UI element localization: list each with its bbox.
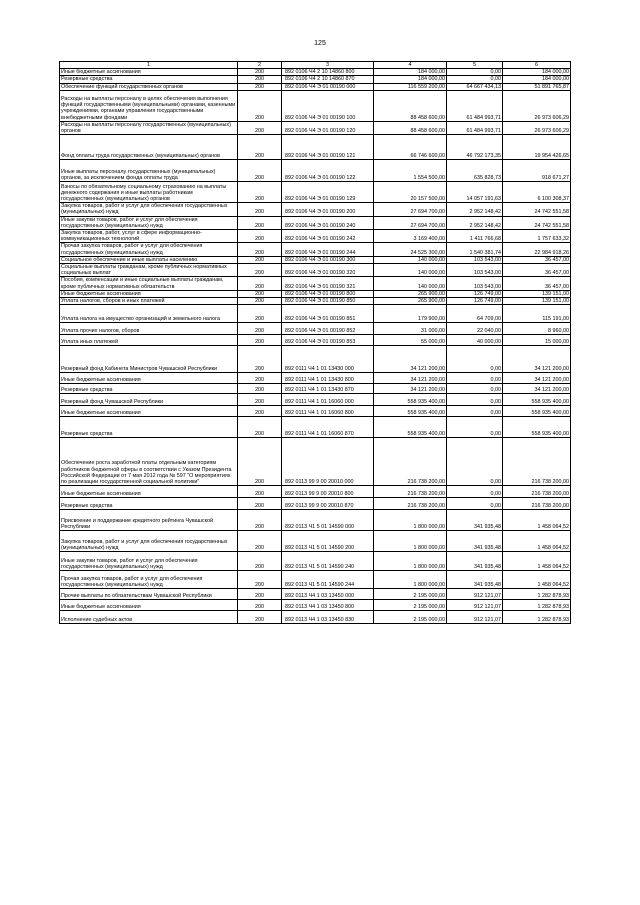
line-code: 200 [238,121,282,134]
approved-amount: 179 900,00 [374,305,447,323]
line-item-name: Резервные средства [60,76,238,83]
line-code: 200 [238,510,282,531]
line-item-name: Уплата иных платежей [60,335,238,346]
line-code: 200 [238,69,282,76]
approved-amount: 558 935 400,00 [374,394,447,406]
line-code: 200 [238,230,282,243]
table-row [60,90,571,121]
line-item-name: Резервный фонд Кабинета Министров Чувашской Республики [60,346,238,373]
unexecuted-amount: 1 757 633,32 [503,230,571,243]
line-item-name: Исполнение судебных актов [60,611,238,624]
budget-classification-code: 892 0106 Ч4 Э 01 00190 122 [282,160,374,182]
budget-classification-code: 892 0111 Ч4 1 01 16060 870 [282,417,374,438]
unexecuted-amount: 216 738 200,00 [503,486,571,498]
unexecuted-amount: 1 282 878,93 [503,589,571,600]
line-item-name: Иные выплаты персоналу государственных (муниципальных) органов, за исключением фонда оплаты труда [60,160,238,182]
line-code: 200 [238,571,282,589]
executed-amount: 103 543,00 [447,264,503,277]
page-number: 125 [314,40,326,47]
unexecuted-amount: 24 742 551,58 [503,203,571,216]
executed-amount: 341 935,48 [447,571,503,589]
budget-classification-code: 892 0106 Ч4 Э 01 00190 853 [282,335,374,346]
approved-amount: 27 694 700,00 [374,216,447,229]
header-row [60,62,571,69]
unexecuted-amount: 22 984 918,26 [503,243,571,256]
table-row [60,346,571,373]
table-row [60,498,571,510]
executed-amount: 64 709,00 [447,305,503,323]
unexecuted-amount: 1 458 064,52 [503,510,571,531]
line-code: 200 [238,498,282,510]
executed-amount: 0,00 [447,346,503,373]
unexecuted-amount: 6 100 308,37 [503,182,571,203]
unexecuted-amount: 19 954 426,65 [503,135,571,160]
executed-amount: 912 121,07 [447,600,503,611]
approved-amount: 34 121 200,00 [374,346,447,373]
approved-amount: 1 800 000,00 [374,571,447,589]
line-code: 200 [238,83,282,90]
line-item-name: Прочие выплаты по обязательствам Чувашской Республики [60,589,238,600]
table-row [60,76,571,83]
executed-amount: 0,00 [447,406,503,417]
line-item-name: Закупка товаров, работ и услуг для обеспечения государственных (муниципальных) нужд [60,531,238,552]
line-code: 200 [238,277,282,290]
line-code: 200 [238,90,282,121]
line-item-name: Уплата налога на имущество организаций и земельного налога [60,305,238,323]
table-row [60,417,571,438]
line-item-name: Прочая закупка товаров, работ и услуг для обеспечения государственных (муниципальных) нужд [60,243,238,256]
executed-amount: 0,00 [447,498,503,510]
executed-amount: 0,00 [447,486,503,498]
line-code: 200 [238,611,282,624]
line-item-name: Расходы на выплаты персоналу государственных (муниципальных) органов [60,121,238,134]
approved-amount: 34 121 200,00 [374,373,447,384]
column-header: 6 [503,62,571,69]
executed-amount: 103 543,00 [447,277,503,290]
table-body [60,62,571,624]
line-item-name: Иные бюджетные ассигнования [60,406,238,417]
table-row [60,69,571,76]
table-row [60,611,571,624]
executed-amount: 103 543,00 [447,256,503,263]
line-code: 200 [238,323,282,335]
line-code: 200 [238,384,282,394]
line-item-name: Расходы на выплаты персоналу в целях обеспечения выполнения функций государственными (муниципальными) органами, казенными учреждениями, органами управления государственными внебюджетными фондами [60,90,238,121]
table-row [60,298,571,305]
budget-classification-code: 892 0113 Ч4 1 03 13450 830 [282,611,374,624]
line-item-name: Социальное обеспечение и иные выплаты населению [60,256,238,263]
executed-amount: 64 667 434,13 [447,83,503,90]
column-header: 4 [374,62,447,69]
line-code: 200 [238,305,282,323]
line-code: 200 [238,264,282,277]
approved-amount: 184 000,00 [374,76,447,83]
budget-classification-code: 892 0113 99 9 00 20010 800 [282,486,374,498]
approved-amount: 88 458 600,00 [374,121,447,134]
approved-amount: 184 000,00 [374,69,447,76]
budget-classification-code: 892 0106 Ч4 Э 01 00190 321 [282,277,374,290]
approved-amount: 1 800 000,00 [374,552,447,571]
line-item-name: Социальные выплаты гражданам, кроме публичных нормативных социальных выплат [60,264,238,277]
approved-amount: 140 000,00 [374,277,447,290]
line-item-name: Пособия, компенсации и иные социальные выплаты гражданам, кроме публичных нормативных обязательств [60,277,238,290]
table-row [60,203,571,216]
executed-amount: 0,00 [447,384,503,394]
budget-classification-code: 892 0113 99 9 00 20010 000 [282,438,374,486]
line-item-name: Резервный фонд Чувашской Республики [60,394,238,406]
line-code: 200 [238,298,282,305]
executed-amount: 912 121,07 [447,611,503,624]
line-code: 200 [238,417,282,438]
unexecuted-amount: 34 121 200,00 [503,373,571,384]
executed-amount: 40 000,00 [447,335,503,346]
unexecuted-amount: 8 960,00 [503,323,571,335]
approved-amount: 34 121 200,00 [374,384,447,394]
table-row [60,571,571,589]
executed-amount: 0,00 [447,438,503,486]
budget-classification-code: 892 0106 Ч4 Э 01 00190 200 [282,203,374,216]
approved-amount: 1 800 000,00 [374,531,447,552]
line-item-name: Иные закупки товаров, работ и услуг для обеспечения государственных (муниципальных) нужд [60,552,238,571]
line-code: 200 [238,256,282,263]
budget-execution-table [59,61,571,624]
line-item-name: Уплата налогов, сборов и иных платежей [60,298,238,305]
executed-amount: 0,00 [447,76,503,83]
unexecuted-amount: 36 457,00 [503,256,571,263]
unexecuted-amount: 26 973 606,29 [503,90,571,121]
approved-amount: 1 800 000,00 [374,510,447,531]
executed-amount: 912 121,07 [447,589,503,600]
table-row [60,277,571,290]
unexecuted-amount: 36 457,00 [503,264,571,277]
table-row [60,323,571,335]
executed-amount: 46 792 173,35 [447,135,503,160]
line-code: 200 [238,394,282,406]
executed-amount: 0,00 [447,417,503,438]
unexecuted-amount: 558 935 400,00 [503,394,571,406]
unexecuted-amount: 36 457,00 [503,277,571,290]
approved-amount: 140 000,00 [374,264,447,277]
line-item-name: Иные закупки товаров, работ и услуг для обеспечения государственных (муниципальных) нужд [60,216,238,229]
unexecuted-amount: 216 738 200,00 [503,498,571,510]
line-item-name: Закупка товаров, работ и услуг для обеспечения государственных (муниципальных) нужд [60,203,238,216]
approved-amount: 2 195 000,00 [374,611,447,624]
budget-classification-code: 892 0106 Ч4 Э 01 00190 000 [282,83,374,90]
unexecuted-amount: 558 935 400,00 [503,417,571,438]
column-header: 3 [282,62,374,69]
executed-amount: 341 935,48 [447,510,503,531]
budget-classification-code: 892 0106 Ч4 Э 01 00190 120 [282,121,374,134]
line-item-name: Прочая закупка товаров, работ и услуг для обеспечения государственных (муниципальных) нужд [60,571,238,589]
table-row [60,135,571,160]
budget-classification-code: 892 0106 Ч4 Э 01 00190 300 [282,256,374,263]
approved-amount: 1 554 500,00 [374,160,447,182]
unexecuted-amount: 1 458 064,52 [503,531,571,552]
executed-amount: 1 540 381,74 [447,243,503,256]
executed-amount: 2 952 148,42 [447,216,503,229]
table-row [60,83,571,90]
unexecuted-amount: 51 891 765,87 [503,83,571,90]
budget-classification-code: 892 0111 Ч4 1 01 13430 870 [282,384,374,394]
line-code: 200 [238,216,282,229]
budget-classification-code: 892 0106 Ч4 Э 01 00190 100 [282,90,374,121]
budget-classification-code: 892 0106 Ч4 Э 01 00190 851 [282,305,374,323]
budget-classification-code: 892 0106 Ч4 Э 01 00190 800 [282,290,374,297]
approved-amount: 116 559 200,00 [374,83,447,90]
column-header: 1 [60,62,238,69]
executed-amount: 126 749,00 [447,298,503,305]
table-row [60,305,571,323]
unexecuted-amount: 1 282 878,93 [503,611,571,624]
approved-amount: 2 195 000,00 [374,589,447,600]
executed-amount: 1 411 766,68 [447,230,503,243]
approved-amount: 216 738 200,00 [374,486,447,498]
budget-classification-code: 892 0111 Ч4 1 01 16060 800 [282,406,374,417]
executed-amount: 22 040,00 [447,323,503,335]
column-header: 2 [238,62,282,69]
executed-amount: 0,00 [447,394,503,406]
line-item-name: Уплата прочих налогов, сборов [60,323,238,335]
approved-amount: 216 738 200,00 [374,498,447,510]
budget-classification-code: 892 0106 Ч4 Э 01 00190 850 [282,298,374,305]
unexecuted-amount: 1 458 064,52 [503,571,571,589]
line-item-name: Иные бюджетные ассигнования [60,486,238,498]
executed-amount: 341 935,48 [447,552,503,571]
table-row [60,373,571,384]
table-row [60,510,571,531]
line-code: 200 [238,600,282,611]
line-code: 200 [238,135,282,160]
table-row [60,243,571,256]
budget-classification-code: 892 0113 Ч1 5 01 14590 000 [282,510,374,531]
budget-classification-code: 892 0113 Ч1 5 01 14590 240 [282,552,374,571]
unexecuted-amount: 918 671,27 [503,160,571,182]
executed-amount: 341 935,48 [447,531,503,552]
line-item-name: Обеспечение роста заработной платы отдельным категориям работников бюджетной сферы в соответствии с Указом Президента Российской Федерации от 7 мая 2012 года № 597 "О мероприятиях по реализации государственной социальной политики" [60,438,238,486]
approved-amount: 88 458 600,00 [374,90,447,121]
line-code: 200 [238,76,282,83]
table-row [60,230,571,243]
table-row [60,264,571,277]
line-item-name: Иные бюджетные ассигнования [60,69,238,76]
budget-classification-code: 892 0106 Ч4 Э 01 00190 320 [282,264,374,277]
line-item-name: Иные бюджетные ассигнования [60,600,238,611]
unexecuted-amount: 139 151,00 [503,290,571,297]
table-row [60,438,571,486]
approved-amount: 27 694 700,00 [374,203,447,216]
line-code: 200 [238,160,282,182]
approved-amount: 3 169 400,00 [374,230,447,243]
budget-classification-code: 892 0106 Ч4 Э 01 00190 852 [282,323,374,335]
budget-table-container [59,61,571,624]
line-code: 200 [238,182,282,203]
budget-classification-code: 892 0106 Ч4 Э 01 00190 129 [282,182,374,203]
table-row [60,406,571,417]
budget-classification-code: 892 0113 Ч4 1 03 13450 800 [282,600,374,611]
column-header: 5 [447,62,503,69]
line-item-name: Закупка товаров, работ, услуг в сфере информационно-коммуникационных технологий [60,230,238,243]
executed-amount: 0,00 [447,69,503,76]
approved-amount: 265 900,00 [374,290,447,297]
budget-classification-code: 892 0106 Ч4 Э 01 00190 242 [282,230,374,243]
line-code: 200 [238,243,282,256]
unexecuted-amount: 26 973 606,29 [503,121,571,134]
line-code: 200 [238,406,282,417]
approved-amount: 558 935 400,00 [374,417,447,438]
budget-classification-code: 892 0113 Ч4 1 03 13450 000 [282,589,374,600]
budget-classification-code: 892 0111 Ч4 1 01 16060 000 [282,394,374,406]
approved-amount: 20 157 500,00 [374,182,447,203]
budget-classification-code: 892 0113 Ч1 5 01 14590 244 [282,571,374,589]
table-row [60,394,571,406]
unexecuted-amount: 1 282 878,93 [503,600,571,611]
line-code: 200 [238,438,282,486]
table-row [60,600,571,611]
budget-classification-code: 892 0106 Ч4 Э 01 00190 240 [282,216,374,229]
executed-amount: 61 484 993,71 [447,121,503,134]
table-row [60,486,571,498]
budget-classification-code: 892 0113 99 9 00 20010 870 [282,498,374,510]
executed-amount: 126 749,00 [447,290,503,297]
approved-amount: 140 000,00 [374,256,447,263]
unexecuted-amount: 216 738 200,00 [503,438,571,486]
approved-amount: 31 000,00 [374,323,447,335]
line-item-name: Резервные средства [60,417,238,438]
unexecuted-amount: 558 935 400,00 [503,406,571,417]
table-row [60,589,571,600]
approved-amount: 265 900,00 [374,298,447,305]
executed-amount: 0,00 [447,373,503,384]
line-code: 200 [238,552,282,571]
table-row [60,290,571,297]
unexecuted-amount: 15 000,00 [503,335,571,346]
line-item-name: Резервные средства [60,498,238,510]
budget-classification-code: 892 0113 Ч1 5 01 14590 200 [282,531,374,552]
unexecuted-amount: 184 000,00 [503,69,571,76]
table-row [60,335,571,346]
executed-amount: 61 484 993,71 [447,90,503,121]
executed-amount: 14 057 191,63 [447,182,503,203]
budget-classification-code: 892 0106 Ч4 2 10 14860 800 [282,69,374,76]
line-item-name: Присвоение и поддержание кредитного рейтинга Чувашской Республики [60,510,238,531]
unexecuted-amount: 184 000,00 [503,76,571,83]
table-row [60,216,571,229]
budget-classification-code: 892 0106 Ч4 Э 01 00190 121 [282,135,374,160]
line-code: 200 [238,373,282,384]
unexecuted-amount: 34 121 200,00 [503,346,571,373]
line-code: 200 [238,589,282,600]
table-row [60,384,571,394]
line-item-name: Фонд оплаты труда государственных (муниципальных) органов [60,135,238,160]
line-item-name: Иные бюджетные ассигнования [60,373,238,384]
line-item-name: Взносы по обязательному социальному страхованию на выплаты денежного содержания и иные выплаты работникам государственных (муниципальных) органов [60,182,238,203]
unexecuted-amount: 115 191,00 [503,305,571,323]
executed-amount: 635 828,73 [447,160,503,182]
line-code: 200 [238,290,282,297]
unexecuted-amount: 34 121 200,00 [503,384,571,394]
line-code: 200 [238,335,282,346]
budget-classification-code: 892 0111 Ч4 1 01 13430 800 [282,373,374,384]
approved-amount: 24 525 300,00 [374,243,447,256]
table-row [60,256,571,263]
line-code: 200 [238,486,282,498]
table-row [60,531,571,552]
budget-classification-code: 892 0106 Ч4 2 10 14860 870 [282,76,374,83]
line-item-name: Иные бюджетные ассигнования [60,290,238,297]
approved-amount: 2 195 000,00 [374,600,447,611]
unexecuted-amount: 139 151,00 [503,298,571,305]
approved-amount: 66 746 600,00 [374,135,447,160]
table-row [60,121,571,134]
budget-classification-code: 892 0106 Ч4 Э 01 00190 244 [282,243,374,256]
approved-amount: 55 000,00 [374,335,447,346]
approved-amount: 216 738 200,00 [374,438,447,486]
line-item-name: Обеспечение функций государственных органов [60,83,238,90]
unexecuted-amount: 24 742 551,58 [503,216,571,229]
budget-classification-code: 892 0111 Ч4 1 01 13430 000 [282,346,374,373]
table-row [60,182,571,203]
table-row [60,160,571,182]
executed-amount: 2 952 148,42 [447,203,503,216]
line-code: 200 [238,531,282,552]
line-code: 200 [238,346,282,373]
line-code: 200 [238,203,282,216]
table-row [60,552,571,571]
line-item-name: Резервные средства [60,384,238,394]
approved-amount: 558 935 400,00 [374,406,447,417]
unexecuted-amount: 1 458 064,52 [503,552,571,571]
